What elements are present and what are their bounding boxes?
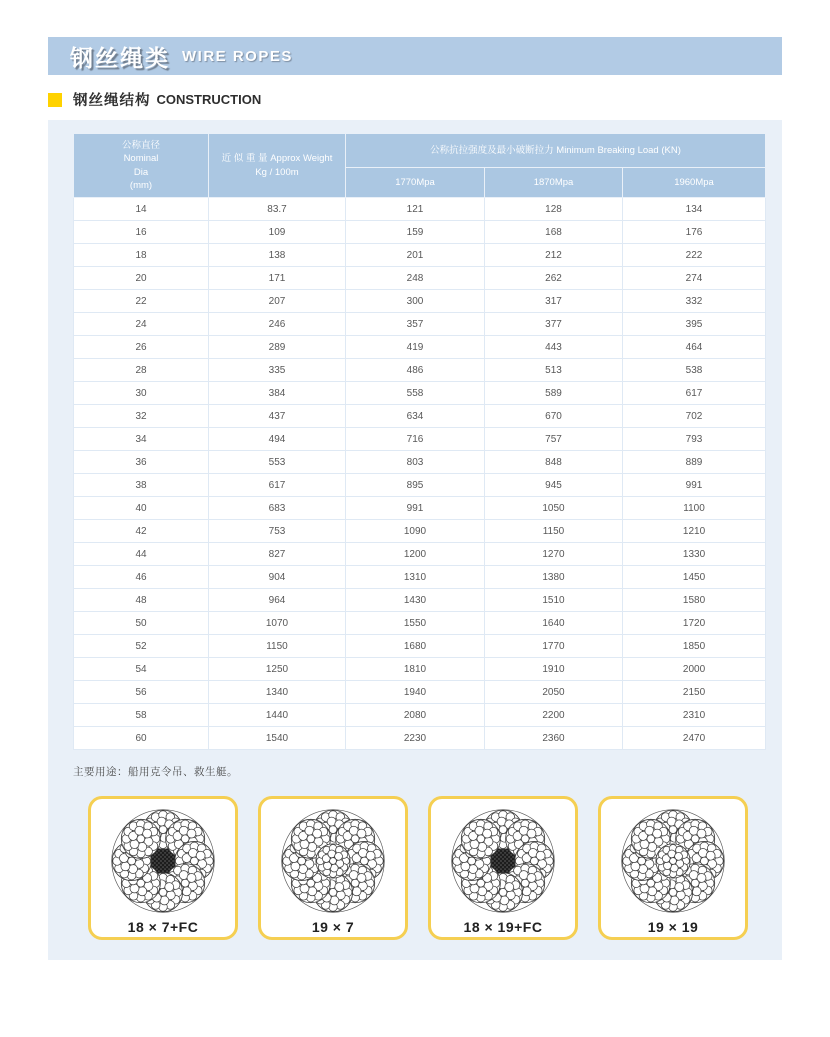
table-cell: 52 xyxy=(74,635,209,658)
table-cell: 2470 xyxy=(623,727,766,750)
table-row xyxy=(74,474,766,497)
table-row xyxy=(74,497,766,520)
table-cell: 702 xyxy=(623,405,766,428)
table-cell: 36 xyxy=(74,451,209,474)
table-row xyxy=(74,313,766,336)
table-cell: 38 xyxy=(74,474,209,497)
rope-card xyxy=(428,796,578,940)
rope-diagram-row xyxy=(88,796,765,940)
banner-title-zh: 钢丝绳类 xyxy=(70,44,170,71)
rope-cross-section-diagram xyxy=(276,804,390,918)
header-grade-1770: 1770Mpa xyxy=(346,168,485,198)
table-cell: 54 xyxy=(74,658,209,681)
table-cell: 159 xyxy=(346,221,485,244)
table-cell: 46 xyxy=(74,566,209,589)
rope-card-label: 19 × 19 xyxy=(647,919,699,935)
table-row xyxy=(74,451,766,474)
table-cell: 1330 xyxy=(623,543,766,566)
table-cell: 827 xyxy=(209,543,346,566)
table-cell: 904 xyxy=(209,566,346,589)
table-row xyxy=(74,405,766,428)
table-cell: 34 xyxy=(74,428,209,451)
table-cell: 50 xyxy=(74,612,209,635)
table-cell: 1540 xyxy=(209,727,346,750)
table-cell: 964 xyxy=(209,589,346,612)
table-cell: 2360 xyxy=(485,727,623,750)
table-cell: 1090 xyxy=(346,520,485,543)
table-cell: 138 xyxy=(209,244,346,267)
rope-cross-section-diagram xyxy=(446,804,560,918)
table-cell: 121 xyxy=(346,198,485,221)
table-row xyxy=(74,566,766,589)
table-cell: 14 xyxy=(74,198,209,221)
table-cell: 317 xyxy=(485,290,623,313)
header-nominal-dia: 公称直径 Nominal Dia (mm) xyxy=(74,134,209,198)
table-cell: 1050 xyxy=(485,497,623,520)
table-row xyxy=(74,543,766,566)
rope-cross-section-diagram xyxy=(106,804,220,918)
table-cell: 1720 xyxy=(623,612,766,635)
table-cell: 44 xyxy=(74,543,209,566)
table-cell: 757 xyxy=(485,428,623,451)
table-cell: 262 xyxy=(485,267,623,290)
table-cell: 437 xyxy=(209,405,346,428)
yellow-square-icon xyxy=(48,93,62,107)
table-cell: 176 xyxy=(623,221,766,244)
table-row xyxy=(74,681,766,704)
table-cell: 1430 xyxy=(346,589,485,612)
table-row xyxy=(74,428,766,451)
section-header xyxy=(48,89,782,110)
table-cell: 60 xyxy=(74,727,209,750)
table-cell: 1450 xyxy=(623,566,766,589)
table-cell: 486 xyxy=(346,359,485,382)
table-cell: 895 xyxy=(346,474,485,497)
table-cell: 716 xyxy=(346,428,485,451)
table-cell: 1340 xyxy=(209,681,346,704)
table-row xyxy=(74,290,766,313)
table-cell: 670 xyxy=(485,405,623,428)
table-cell: 28 xyxy=(74,359,209,382)
table-cell: 134 xyxy=(623,198,766,221)
table-cell: 1910 xyxy=(485,658,623,681)
table-cell: 1200 xyxy=(346,543,485,566)
table-cell: 617 xyxy=(209,474,346,497)
banner-title-en: WIRE ROPES xyxy=(182,47,293,65)
rope-card-label: 18 × 19+FC xyxy=(463,919,543,935)
table-row xyxy=(74,635,766,658)
header-grade-1870: 1870Mpa xyxy=(485,168,623,198)
table-cell: 30 xyxy=(74,382,209,405)
table-cell: 1150 xyxy=(209,635,346,658)
table-cell: 683 xyxy=(209,497,346,520)
table-cell: 1210 xyxy=(623,520,766,543)
table-row xyxy=(74,658,766,681)
table-cell: 558 xyxy=(346,382,485,405)
table-cell: 332 xyxy=(623,290,766,313)
table-cell: 848 xyxy=(485,451,623,474)
table-cell: 1850 xyxy=(623,635,766,658)
table-cell: 991 xyxy=(623,474,766,497)
page-title-banner xyxy=(48,37,782,75)
section-title-en: CONSTRUCTION xyxy=(156,92,262,107)
table-cell: 212 xyxy=(485,244,623,267)
section-title-zh: 钢丝绳结构 xyxy=(73,93,151,109)
table-cell: 207 xyxy=(209,290,346,313)
table-cell: 16 xyxy=(74,221,209,244)
table-cell: 1310 xyxy=(346,566,485,589)
table-cell: 513 xyxy=(485,359,623,382)
table-cell: 753 xyxy=(209,520,346,543)
table-cell: 2080 xyxy=(346,704,485,727)
table-cell: 1250 xyxy=(209,658,346,681)
table-cell: 248 xyxy=(346,267,485,290)
spec-table xyxy=(73,133,766,750)
table-cell: 991 xyxy=(346,497,485,520)
table-row xyxy=(74,267,766,290)
rope-card-label: 19 × 7 xyxy=(311,919,355,935)
table-cell: 2050 xyxy=(485,681,623,704)
table-cell: 1510 xyxy=(485,589,623,612)
table-cell: 83.7 xyxy=(209,198,346,221)
table-cell: 889 xyxy=(623,451,766,474)
table-cell: 1580 xyxy=(623,589,766,612)
table-cell: 40 xyxy=(74,497,209,520)
header-grade-1960: 1960Mpa xyxy=(623,168,766,198)
table-cell: 128 xyxy=(485,198,623,221)
table-body xyxy=(74,198,766,750)
table-row xyxy=(74,382,766,405)
table-cell: 553 xyxy=(209,451,346,474)
table-cell: 246 xyxy=(209,313,346,336)
table-cell: 26 xyxy=(74,336,209,359)
rope-card xyxy=(88,796,238,940)
table-cell: 2150 xyxy=(623,681,766,704)
table-cell: 168 xyxy=(485,221,623,244)
table-row xyxy=(74,612,766,635)
table-cell: 1680 xyxy=(346,635,485,658)
table-cell: 793 xyxy=(623,428,766,451)
table-cell: 945 xyxy=(485,474,623,497)
table-row xyxy=(74,520,766,543)
table-cell: 803 xyxy=(346,451,485,474)
table-row xyxy=(74,244,766,267)
table-cell: 2310 xyxy=(623,704,766,727)
table-cell: 289 xyxy=(209,336,346,359)
rope-card-label: 18 × 7+FC xyxy=(127,919,199,935)
table-cell: 1550 xyxy=(346,612,485,635)
table-row xyxy=(74,336,766,359)
table-cell: 32 xyxy=(74,405,209,428)
table-cell: 42 xyxy=(74,520,209,543)
rope-card xyxy=(598,796,748,940)
table-cell: 589 xyxy=(485,382,623,405)
table-cell: 2230 xyxy=(346,727,485,750)
table-row xyxy=(74,727,766,750)
rope-card xyxy=(258,796,408,940)
table-row xyxy=(74,198,766,221)
table-cell: 24 xyxy=(74,313,209,336)
table-cell: 274 xyxy=(623,267,766,290)
table-cell: 1100 xyxy=(623,497,766,520)
table-cell: 357 xyxy=(346,313,485,336)
table-row xyxy=(74,704,766,727)
table-cell: 634 xyxy=(346,405,485,428)
content-panel xyxy=(48,120,782,960)
usage-note: 主要用途：船用克令吊、救生艇。 xyxy=(73,766,238,778)
table-cell: 1440 xyxy=(209,704,346,727)
table-cell: 335 xyxy=(209,359,346,382)
table-cell: 1270 xyxy=(485,543,623,566)
table-cell: 2200 xyxy=(485,704,623,727)
table-cell: 494 xyxy=(209,428,346,451)
table-cell: 1940 xyxy=(346,681,485,704)
table-cell: 395 xyxy=(623,313,766,336)
table-cell: 1640 xyxy=(485,612,623,635)
table-cell: 1380 xyxy=(485,566,623,589)
table-cell: 617 xyxy=(623,382,766,405)
table-cell: 464 xyxy=(623,336,766,359)
table-cell: 201 xyxy=(346,244,485,267)
table-cell: 538 xyxy=(623,359,766,382)
header-approx-weight: 近 似 重 量 Approx Weight Kg / 100m xyxy=(209,134,346,198)
table-cell: 18 xyxy=(74,244,209,267)
table-cell: 171 xyxy=(209,267,346,290)
table-cell: 2000 xyxy=(623,658,766,681)
table-cell: 419 xyxy=(346,336,485,359)
table-cell: 20 xyxy=(74,267,209,290)
header-breaking-load: 公称抗拉强度及最小破断拉力 Minimum Breaking Load (KN) xyxy=(346,134,766,168)
table-cell: 1070 xyxy=(209,612,346,635)
table-cell: 48 xyxy=(74,589,209,612)
table-cell: 109 xyxy=(209,221,346,244)
table-cell: 56 xyxy=(74,681,209,704)
table-cell: 384 xyxy=(209,382,346,405)
table-cell: 1150 xyxy=(485,520,623,543)
table-cell: 58 xyxy=(74,704,209,727)
table-cell: 300 xyxy=(346,290,485,313)
table-cell: 1810 xyxy=(346,658,485,681)
table-cell: 1770 xyxy=(485,635,623,658)
table-cell: 22 xyxy=(74,290,209,313)
table-cell: 443 xyxy=(485,336,623,359)
table-row xyxy=(74,359,766,382)
table-row xyxy=(74,221,766,244)
table-cell: 222 xyxy=(623,244,766,267)
table-cell: 377 xyxy=(485,313,623,336)
rope-cross-section-diagram xyxy=(616,804,730,918)
table-row xyxy=(74,589,766,612)
